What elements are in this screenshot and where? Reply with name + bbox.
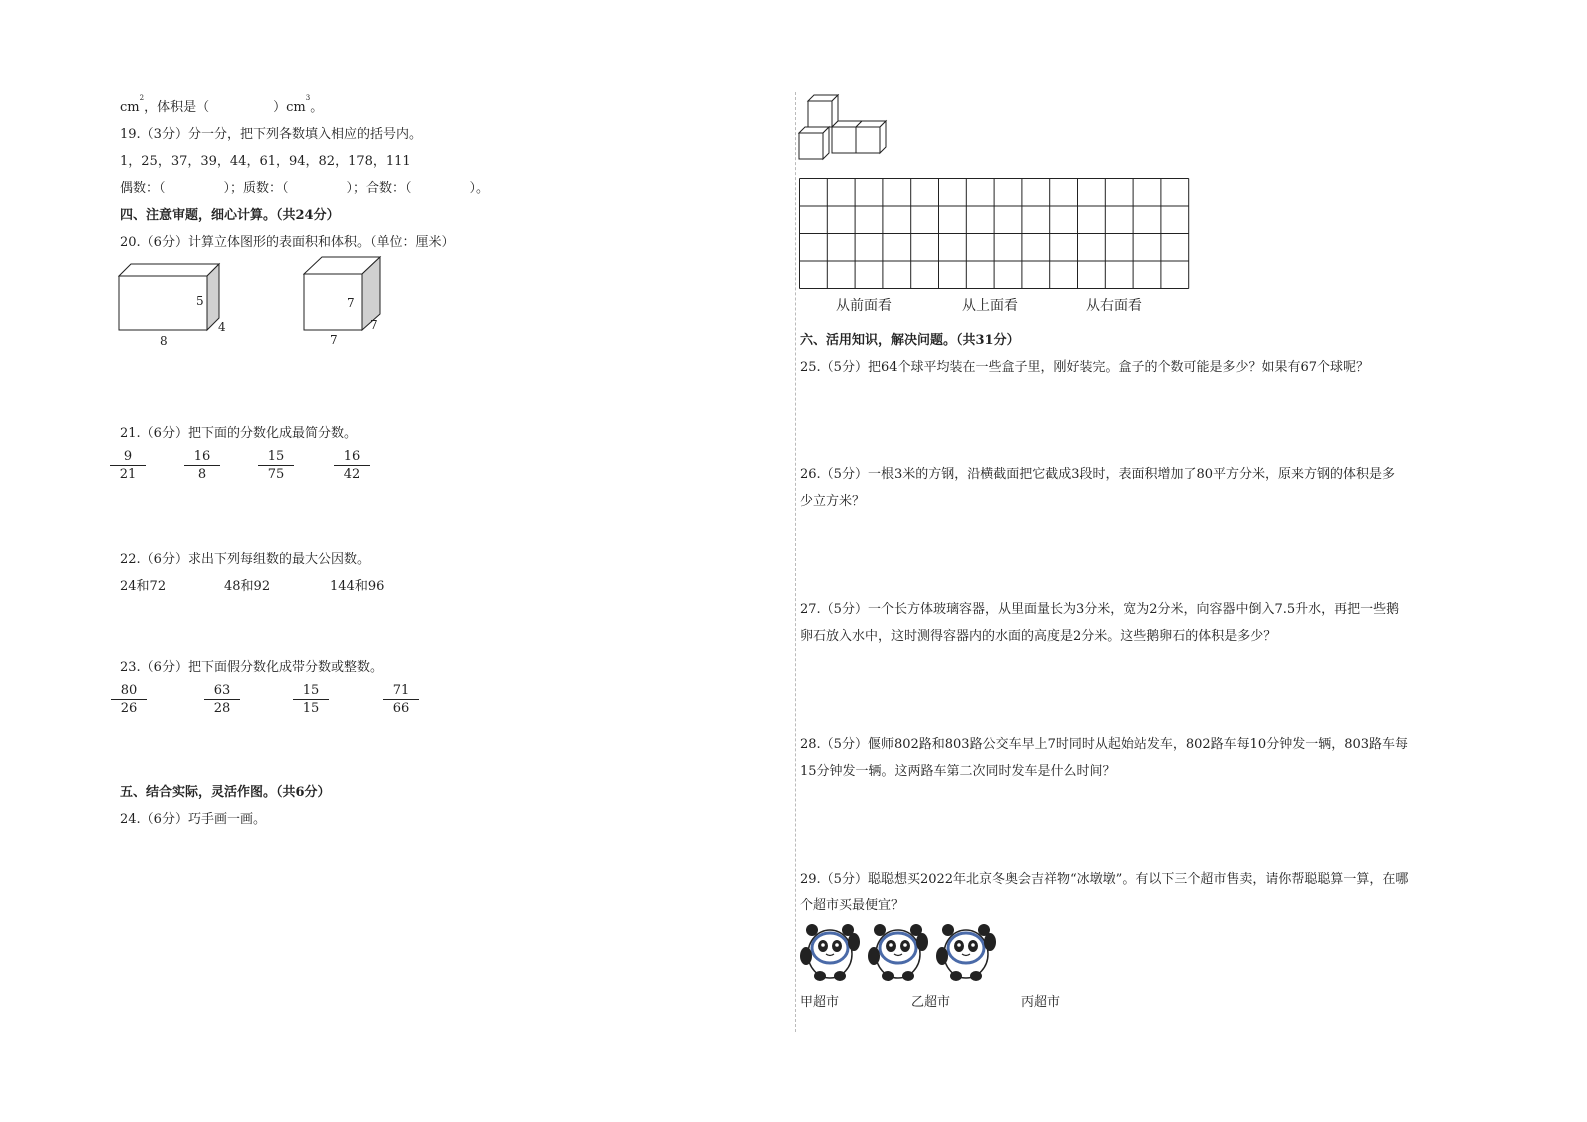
q29-line2: 个超市买最便宜？ <box>800 898 905 913</box>
q28-line2: 15分钟发一辆。这两路车第二次同时发车是什么时间？ <box>800 764 1116 779</box>
unit-cm2: cm <box>120 100 140 115</box>
cuboid-depth-label: 4 <box>218 320 226 334</box>
panda-icon <box>798 918 862 982</box>
q25-line1: 25.（5分）把64个球平均装在一些盒子里，刚好装完。盒子的个数可能是多少？如果有67个球呢？ <box>800 360 1370 375</box>
q29-line1: 29.（5分）聪聪想买2022年北京冬奥会吉祥物“冰墩墩”。有以下三个超市售卖，请你帮聪聪算一算，在哪 <box>800 872 1409 887</box>
cuboid-figure <box>118 262 228 334</box>
store-label: 甲超市 <box>800 995 840 1010</box>
q21-fraction: $\frac{9}{21}$ <box>110 448 146 483</box>
section5-heading: 五、结合实际，灵活作图。（共6分） <box>120 785 331 800</box>
q23-fraction: $\frac{15}{15}$ <box>293 682 329 717</box>
q19-numbers: 1，25，37，39，44，61，94，82，178，111 <box>120 154 411 169</box>
q27-line1: 27.（5分）一个长方体玻璃容器，从里面量长为3分米，宽为2分米，向容器中倒入7.5升水，再把一些鹅 <box>800 602 1400 617</box>
q23-title: 23.（6分）把下面假分数化成带分数或整数。 <box>120 660 383 675</box>
view-label-right: 从右面看 <box>1086 298 1142 314</box>
q21-fraction: $\frac{15}{75}$ <box>258 448 294 483</box>
q20-title: 20.（6分）计算立体图形的表面积和体积。（单位：厘米） <box>120 235 455 250</box>
q21-fraction: $\frac{16}{42}$ <box>334 448 370 483</box>
q22-group: 48和92 <box>224 579 271 594</box>
view-label-top: 从上面看 <box>962 298 1018 314</box>
view-label-front: 从前面看 <box>836 298 892 314</box>
panda-icon <box>934 918 998 982</box>
q19-answer-line: 偶数：（ ）；质数：（ ）；合数：（ ）。 <box>120 181 490 196</box>
cube-length-label: 7 <box>330 333 338 347</box>
cuboid-length-label: 8 <box>160 334 168 348</box>
q21-title: 21.（6分）把下面的分数化成最简分数。 <box>120 426 357 441</box>
q19-title: 19.（3分）分一分，把下列各数填入相应的括号内。 <box>120 127 422 142</box>
q23-fraction: $\frac{80}{26}$ <box>111 682 147 717</box>
q22-title: 22.（6分）求出下列每组数的最大公因数。 <box>120 552 370 567</box>
q22-group: 24和72 <box>120 579 167 594</box>
section4-heading: 四、注意审题，细心计算。（共24分） <box>120 208 340 223</box>
mascot-image <box>934 918 998 986</box>
cube-height-label: 7 <box>347 296 355 310</box>
mascot-image <box>798 918 862 986</box>
mascot-image <box>866 918 930 986</box>
q18-tail-line: $cm^2$，体积是（ ）$cm^3$。 <box>120 94 324 115</box>
store-label: 丙超市 <box>1021 995 1061 1010</box>
cube-depth-label: 7 <box>370 318 378 332</box>
q27-line2: 卵石放入水中，这时测得容器内的水面的高度是2分米。这些鹅卵石的体积是多少？ <box>800 629 1277 644</box>
cuboid-height-label: 5 <box>196 294 204 308</box>
store-label: 乙超市 <box>911 995 951 1010</box>
q21-fraction: $\frac{16}{8}$ <box>184 448 220 483</box>
q28-line1: 28.（5分）偃师802路和803路公交车早上7时同时从起始站发车，802路车每10分钟发一辆，803路车每 <box>800 737 1409 752</box>
q26-line2: 少立方米？ <box>800 494 866 509</box>
q23-fraction: $\frac{71}{66}$ <box>383 682 419 717</box>
section6-heading: 六、活用知识，解决问题。（共31分） <box>800 333 1020 348</box>
drawing-grid[interactable] <box>799 178 1191 292</box>
column-divider <box>795 92 796 1032</box>
q26-line1: 26.（5分）一根3米的方钢，沿横截面把它截成3段时，表面积增加了80平方分米，原来方钢的体积是多 <box>800 467 1396 482</box>
q24-title: 24.（6分）巧手画一画。 <box>120 812 266 827</box>
q23-fraction: $\frac{63}{28}$ <box>204 682 240 717</box>
cube-stack-figure <box>798 94 890 162</box>
panda-icon <box>866 918 930 982</box>
q22-group: 144和96 <box>330 579 385 594</box>
